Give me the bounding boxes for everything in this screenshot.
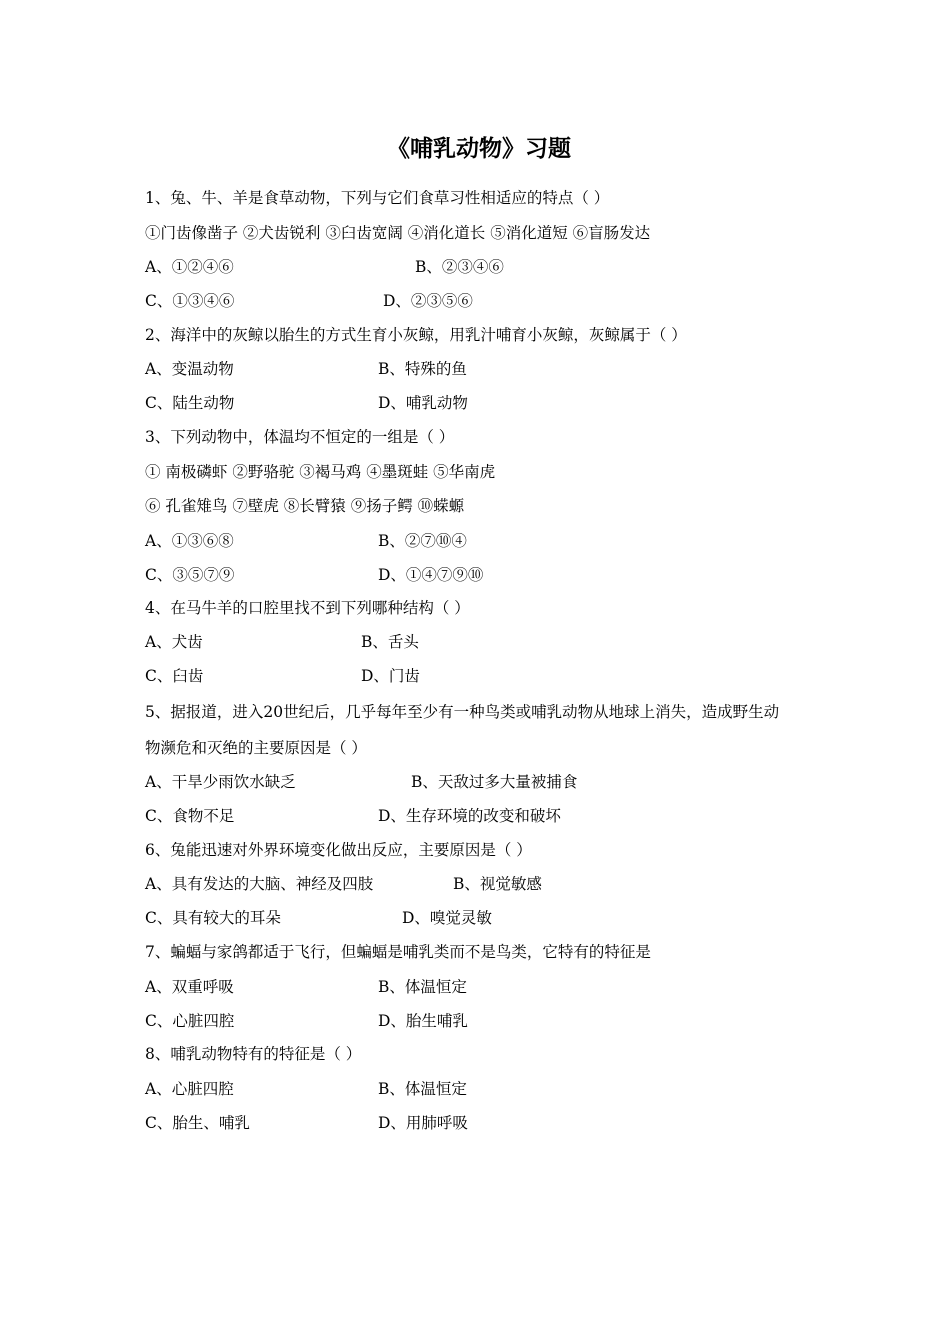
question-8-option-d: D、用肺呼吸 xyxy=(378,1114,468,1132)
question-3-items-row-2: ⑥ 孔雀雉鸟 ⑦壁虎 ⑧长臂猿 ⑨扬子鳄 ⑩蝾螈 xyxy=(145,497,465,515)
question-6-stem: 6、兔能迅速对外界环境变化做出反应，主要原因是（ ） xyxy=(145,841,532,859)
question-2-option-b: B、特殊的鱼 xyxy=(378,360,467,378)
question-3-option-b: B、②⑦⑩④ xyxy=(378,532,467,550)
question-5-option-a: A、干旱少雨饮水缺乏 xyxy=(145,773,296,791)
question-8-option-c: C、胎生、哺乳 xyxy=(145,1114,250,1132)
question-7-option-c: C、心脏四腔 xyxy=(145,1012,235,1030)
question-8-option-a: A、心脏四腔 xyxy=(145,1080,234,1098)
question-5-stem: 5、据报道，进入20世纪后，几乎每年至少有一种鸟类或哺乳动物从地球上消失，造成野生动 xyxy=(145,703,780,721)
question-2-option-a: A、变温动物 xyxy=(145,360,234,378)
question-4-option-a: A、犬齿 xyxy=(145,633,203,651)
question-6-option-b: B、视觉敏感 xyxy=(453,875,542,893)
worksheet-title: 《哺乳动物》习题 xyxy=(387,135,571,162)
question-4-option-d: D、门齿 xyxy=(361,667,420,685)
question-3-option-a: A、①③⑥⑧ xyxy=(145,532,234,550)
question-6-option-c: C、具有较大的耳朵 xyxy=(145,909,281,927)
question-3-option-c: C、③⑤⑦⑨ xyxy=(145,566,235,584)
question-1-option-a: A、①②④⑥ xyxy=(145,258,234,276)
question-1-option-c: C、①③④⑥ xyxy=(145,292,235,310)
question-7-option-a: A、双重呼吸 xyxy=(145,978,234,996)
question-2-stem: 2、海洋中的灰鲸以胎生的方式生育小灰鲸，用乳汁哺育小灰鲸，灰鲸属于（ ） xyxy=(145,326,687,344)
question-5-option-c: C、食物不足 xyxy=(145,807,235,825)
question-5-stem-continued: 物濒危和灭绝的主要原因是（ ） xyxy=(145,739,367,757)
question-6-option-d: D、嗅觉灵敏 xyxy=(402,909,492,927)
question-2-option-c: C、陆生动物 xyxy=(145,394,235,412)
question-6-option-a: A、具有发达的大脑、神经及四肢 xyxy=(145,875,374,893)
question-3-items-row-1: ① 南极磷虾 ②野骆驼 ③褐马鸡 ④墨斑蛙 ⑤华南虎 xyxy=(145,463,496,481)
question-2-option-d: D、哺乳动物 xyxy=(378,394,468,412)
question-1-option-d: D、②③⑤⑥ xyxy=(383,292,473,310)
question-1-option-b: B、②③④⑥ xyxy=(415,258,504,276)
question-5-option-b: B、天敌过多大量被捕食 xyxy=(411,773,578,791)
question-8-stem: 8、哺乳动物特有的特征是（ ） xyxy=(145,1045,362,1063)
question-1-stem: 1、兔、牛、羊是食草动物，下列与它们食草习性相适应的特点（ ） xyxy=(145,189,610,207)
question-1-items: ①门齿像凿子 ②犬齿锐利 ③臼齿宽阔 ④消化道长 ⑤消化道短 ⑥盲肠发达 xyxy=(145,224,651,242)
question-7-option-b: B、体温恒定 xyxy=(378,978,467,996)
question-4-option-b: B、舌头 xyxy=(361,633,419,651)
question-5-option-d: D、生存环境的改变和破坏 xyxy=(378,807,561,825)
question-3-option-d: D、①④⑦⑨⑩ xyxy=(378,566,484,584)
question-7-stem: 7、蝙蝠与家鸽都适于飞行，但蝙蝠是哺乳类而不是鸟类，它特有的特征是 xyxy=(145,943,651,961)
question-7-option-d: D、胎生哺乳 xyxy=(378,1012,468,1030)
question-4-option-c: C、臼齿 xyxy=(145,667,204,685)
question-4-stem: 4、在马牛羊的口腔里找不到下列哪种结构（ ） xyxy=(145,599,470,617)
question-8-option-b: B、体温恒定 xyxy=(378,1080,467,1098)
question-3-stem: 3、下列动物中，体温均不恒定的一组是（ ） xyxy=(145,428,455,446)
